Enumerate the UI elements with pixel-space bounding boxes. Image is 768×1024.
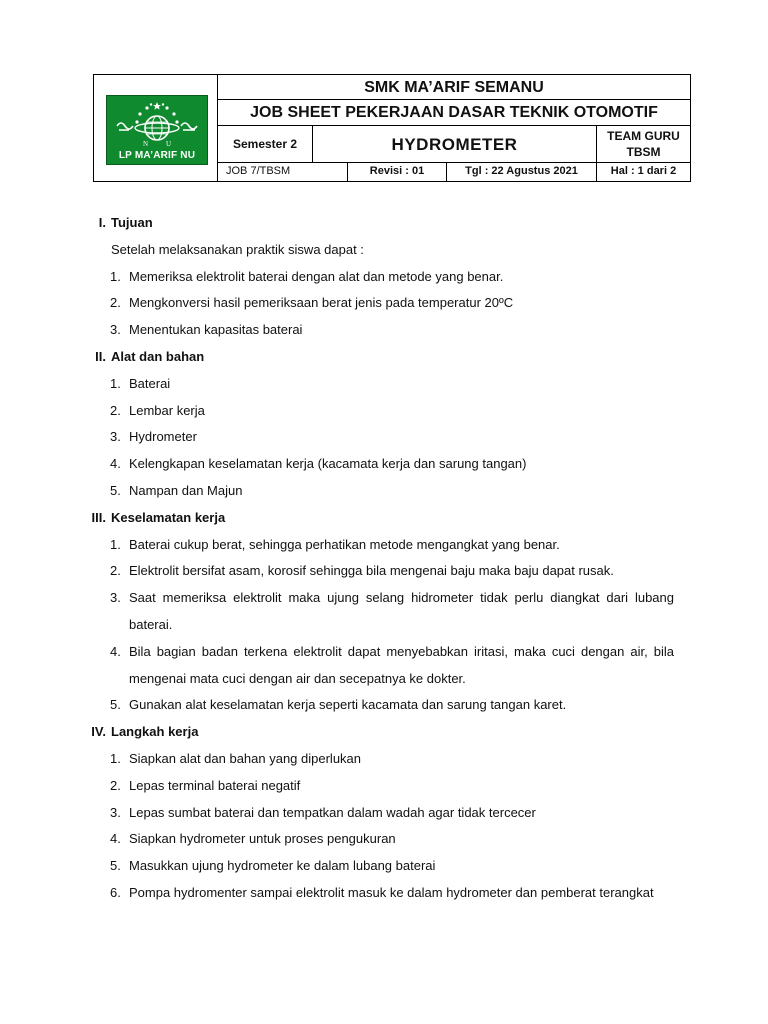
list-item-number: 6. [110, 884, 121, 900]
list-item-text: Mengkonversi hasil pemeriksaan berat jenis pada temperatur 20ºC [129, 295, 514, 311]
list-item-text: Lepas terminal baterai negatif [129, 777, 301, 793]
list-item-text: Nampan dan Majun [129, 482, 243, 498]
list-item-number: 4. [110, 456, 121, 472]
list-item-text: Hydrometer [129, 429, 197, 445]
school-name: SMK MA’ARIF SEMANU [218, 75, 690, 100]
subject-title: JOB SHEET PEKERJAAN DASAR TEKNIK OTOMOTIF [218, 100, 690, 126]
section-numeral: III. [91, 509, 106, 525]
list-item-text: Elektrolit bersifat asam, korosif sehingga bila mengenai baju maka baju dapat rusak. [129, 563, 614, 579]
page-number: Hal : 1 dari 2 [610, 165, 677, 177]
list-item [0, 451, 768, 478]
list-item-text: Lembar kerja [129, 402, 205, 418]
revision: Revisi : 01 [348, 163, 447, 181]
list-item-number: 3. [110, 590, 121, 606]
list-item-text: Siapkan alat dan bahan yang diperlukan [129, 750, 362, 766]
section-intro: Setelah melaksanakan praktik siswa dapat : [111, 241, 364, 257]
list-item [0, 800, 768, 827]
list-item-number: 3. [110, 804, 121, 820]
job-sheet-content [0, 210, 768, 907]
team-label [597, 126, 690, 162]
list-item [0, 880, 768, 907]
list-item-number: 3. [110, 322, 121, 338]
topic-title: HYDROMETER [313, 126, 597, 162]
section-title: Alat dan bahan [111, 348, 205, 364]
section-heading [0, 344, 768, 371]
list-item-number: 5. [110, 858, 121, 874]
list-item-text: Memeriksa elektrolit baterai dengan alat dan metode yang benar. [129, 268, 504, 284]
list-item [0, 558, 768, 585]
list-item [0, 264, 768, 291]
section-numeral: IV. [91, 724, 106, 740]
section-title: Keselamatan kerja [111, 509, 226, 525]
list-item-text: Menentukan kapasitas baterai [129, 322, 303, 338]
list-item-text: Lepas sumbat baterai dan tempatkan dalam wadah agar tidak tercecer [129, 804, 536, 820]
logo-cell [94, 75, 218, 181]
job-code: JOB 7/TBSM [218, 163, 348, 181]
logo-letter-u: U [166, 140, 172, 148]
list-item-number: 5. [110, 482, 121, 498]
list-item-text: Gunakan alat keselamatan kerja seperti kacamata dan sarung tangan karet. [129, 697, 567, 713]
section-title: Tujuan [111, 215, 153, 230]
list-item [0, 371, 768, 398]
list-item [0, 639, 768, 693]
team-line-2: TBSM [626, 145, 661, 159]
logo-letter-n: N [143, 140, 149, 148]
semester-label: Semester 2 [218, 126, 313, 162]
list-item-text: Bila bagian badan terkena elektrolit dapat menyebabkan iritasi, maka cuci dengan air, bila mengenai mata cuci dengan air dan secepatnya ke dokter. [129, 643, 674, 686]
list-item [0, 532, 768, 559]
list-item [0, 746, 768, 773]
list-item-number: 1. [110, 750, 121, 766]
list-item-number: 3. [110, 429, 121, 445]
section-title: Langkah kerja [111, 724, 199, 740]
list-item-number: 1. [110, 268, 121, 284]
list-item [0, 585, 768, 639]
lp-maarif-nu-logo [106, 95, 208, 165]
date: Tgl : 22 Agustus 2021 [447, 163, 597, 181]
section-numeral: II. [95, 348, 106, 364]
header-row-4 [218, 163, 690, 181]
list-item [0, 826, 768, 853]
list-item-text: Kelengkapan keselamatan kerja (kacamata kerja dan sarung tangan) [129, 456, 527, 472]
list-item [0, 692, 768, 719]
list-item-text: Pompa hydromenter sampai elektrolit masuk ke dalam hydrometer dan pemberat terangkat [129, 884, 654, 900]
list-item-number: 2. [110, 563, 121, 579]
list-item [0, 478, 768, 505]
list-item [0, 853, 768, 880]
list-item-number: 5. [110, 697, 121, 713]
list-item [0, 317, 768, 344]
section-heading [0, 719, 768, 746]
list-item [0, 398, 768, 425]
list-item-text: Siapkan hydrometer untuk proses pengukuran [129, 831, 396, 847]
list-item [0, 773, 768, 800]
list-item-text: Saat memeriksa elektrolit maka ujung selang hidrometer tidak perlu diangkat dari lubang baterai. [129, 590, 674, 632]
list-item [0, 424, 768, 451]
list-item-number: 1. [110, 375, 121, 391]
team-line-1: TEAM GURU [607, 129, 680, 143]
header-table [93, 74, 691, 182]
list-item-text: Baterai [129, 375, 171, 391]
list-item-number: 1. [110, 536, 121, 552]
section-heading [0, 505, 768, 532]
list-item [0, 290, 768, 317]
list-item-number: 2. [110, 777, 121, 793]
list-item-number: 4. [110, 831, 121, 847]
section-numeral: I. [98, 215, 106, 230]
list-item-number: 2. [110, 402, 121, 418]
header-row-3 [218, 126, 690, 163]
logo-text: LP MA’ARIF NU [118, 150, 196, 161]
section-heading [0, 210, 768, 237]
list-item-text: Baterai cukup berat, sehingga perhatikan metode mengangkat yang benar. [129, 536, 560, 552]
list-item-text: Masukkan ujung hydrometer ke dalam lubang baterai [129, 858, 436, 874]
list-item-number: 2. [110, 295, 121, 311]
list-item-number: 4. [110, 643, 121, 659]
